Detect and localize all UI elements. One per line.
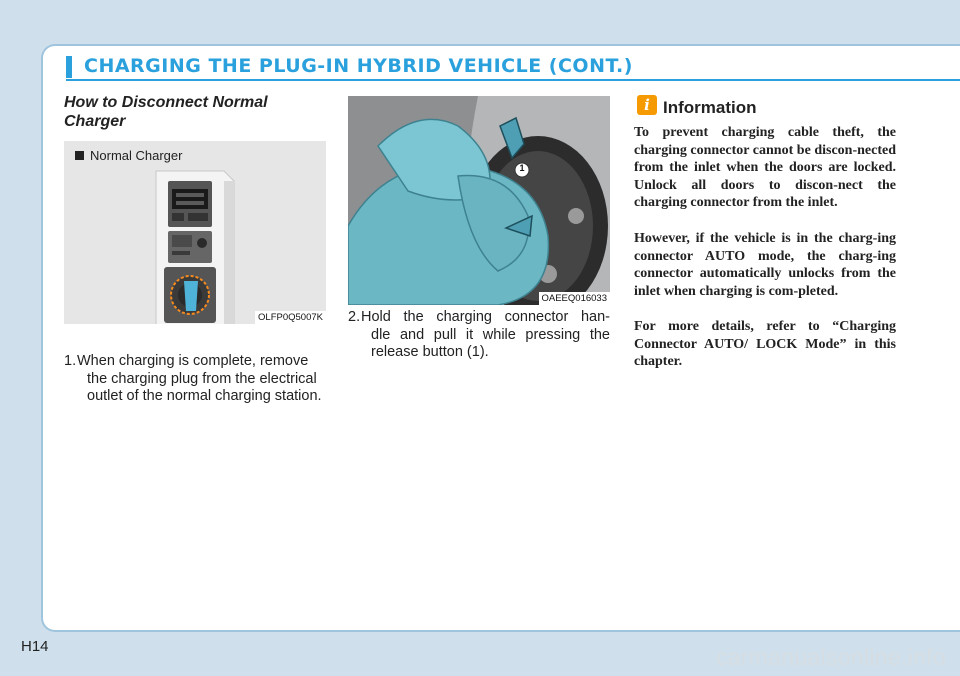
page-number: H14	[21, 638, 49, 655]
info-paragraph: To prevent charging cable theft, the charging connector cannot be discon-nected from the inlet when the doors are locked. Unlock all doors to discon-nect the charging connector from the inlet.	[634, 125, 896, 210]
step-2	[348, 309, 610, 362]
header-accent-bar	[66, 56, 72, 78]
section-heading: How to Disconnect Normal Charger	[64, 94, 268, 130]
hand-on-connector-illustration	[348, 96, 610, 305]
watermark-text: carmanualsonline.info	[715, 644, 946, 670]
step-line: When charging is complete, remove	[77, 353, 309, 369]
figure-code: OLFP0Q5007K	[255, 311, 326, 324]
step-line: the charging plug from the electrical	[87, 370, 317, 387]
step-line: dle and pull it while pressing the	[371, 326, 610, 343]
step-number: 1.	[64, 353, 77, 369]
step-line: release button (1).	[371, 344, 489, 360]
figure-caption-text: Normal Charger	[90, 148, 183, 163]
info-title: Information	[663, 98, 757, 117]
info-paragraph: For more details, refer to “Charging Connector AUTO/ LOCK Mode” in this chapter.	[634, 319, 896, 369]
figure-code: OAEEQ016033	[539, 292, 611, 305]
step-1	[64, 353, 326, 406]
step-line: outlet of the normal charging station.	[87, 388, 322, 404]
header-rule	[66, 79, 960, 81]
step-text	[361, 309, 610, 362]
charging-station-illustration	[64, 141, 326, 324]
info-paragraph: However, if the vehicle is in the charg-ing connector AUTO mode, the charg-ing connector automatically unlocks from the inlet when charging is com-pleted.	[634, 231, 896, 299]
step-line: Hold the charging connector han-	[361, 309, 610, 325]
step-number: 2.	[348, 309, 361, 325]
normal-charger-figure	[64, 141, 326, 324]
info-icon: i	[637, 95, 657, 115]
step-text	[77, 353, 326, 406]
page-header-title: CHARGING THE PLUG-IN HYBRID VEHICLE (CONT.)	[84, 55, 633, 77]
callout-number: 1	[519, 163, 525, 173]
charging-connector-photo	[348, 96, 610, 305]
